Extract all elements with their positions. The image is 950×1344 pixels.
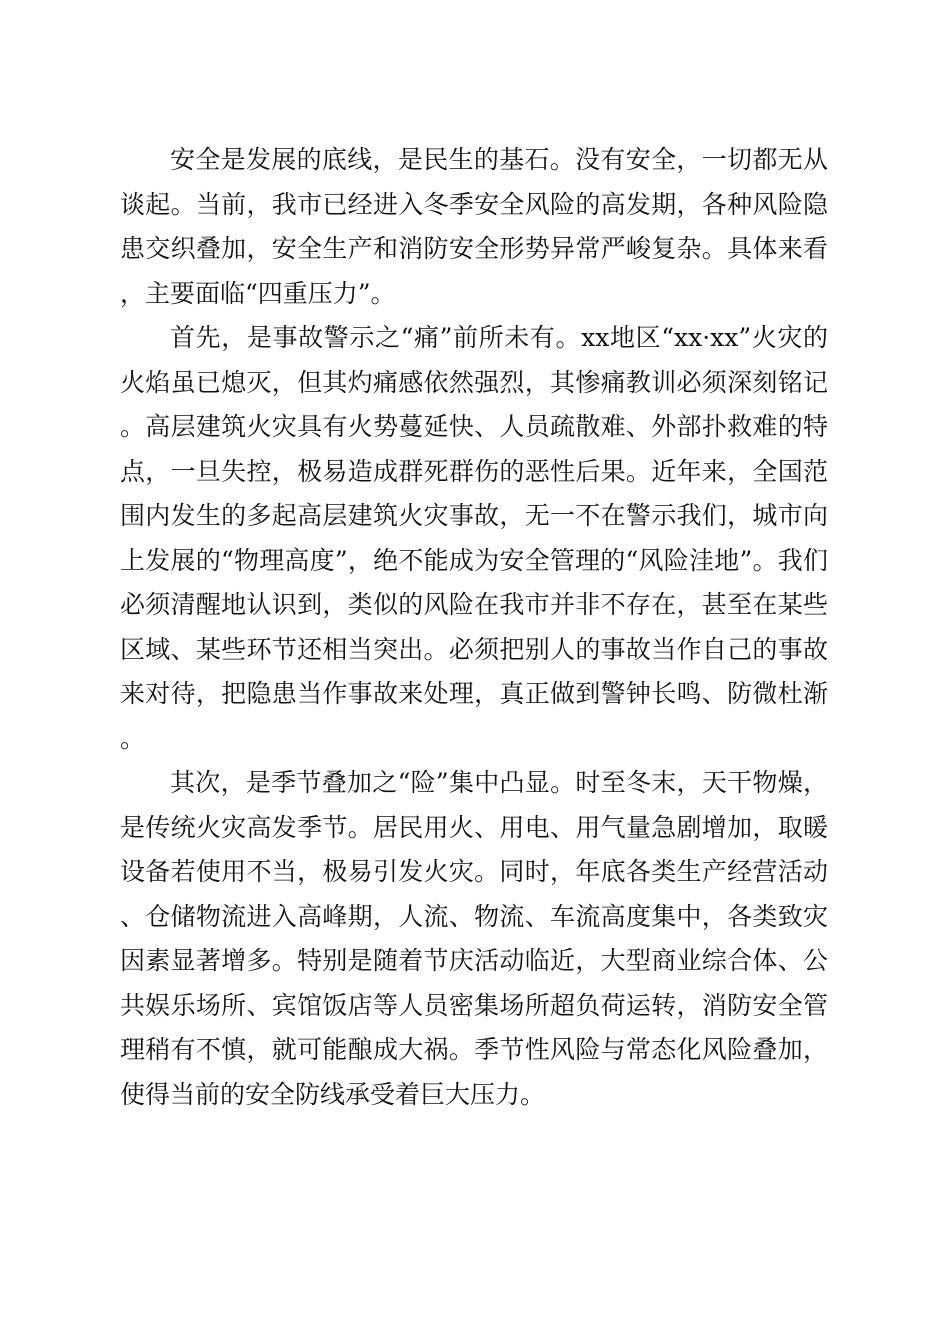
paragraph-first-pressure: 首先，是事故警示之“痛”前所未有。xx地区“xx·xx”火灾的火焰虽已熄灭，但其灼痛感依然强烈，其惨痛教训必须深刻铭记。高层建筑火灾具有火势蔓延快、人员疏散难、外部扑救难的特点，一旦失控，极易造成群死群伤的恶性后果。近年来，全国范围内发生的多起高层建筑火灾事故，无一不在警示我们，城市向上发展的“物理高度”，绝不能成为安全管理的“风险洼地”。我们必须清醒地认识到，类似的风险在我市并非不存在，甚至在某些区域、某些环节还相当突出。必须把别人的事故当作自己的事故来对待，把隐患当作事故来处理，真正做到警钟长鸣、防微杜渐。 [120, 323, 828, 753]
document-body [120, 138, 828, 1117]
paragraph-intro: 安全是发展的底线，是民生的基石。没有安全，一切都无从谈起。当前，我市已经进入冬季安全风险的高发期，各种风险隐患交织叠加，安全生产和消防安全形势异常严峻复杂。具体来看，主要面临“四重压力”。 [120, 145, 828, 308]
paragraph-second-pressure: 其次，是季节叠加之“险”集中凸显。时至冬末，天干物燥，是传统火灾高发季节。居民用火、用电、用气量急剧增加，取暖设备若使用不当，极易引发火灾。同时，年底各类生产经营活动、仓储物流进入高峰期，人流、物流、车流高度集中，各类致灾因素显著增多。特别是随着节庆活动临近，大型商业综合体、公共娱乐场所、宾馆饭店等人员密集场所超负荷运转，消防安全管理稍有不慎，就可能酿成大祸。季节性风险与常态化风险叠加，使得当前的安全防线承受着巨大压力。 [120, 768, 828, 1109]
